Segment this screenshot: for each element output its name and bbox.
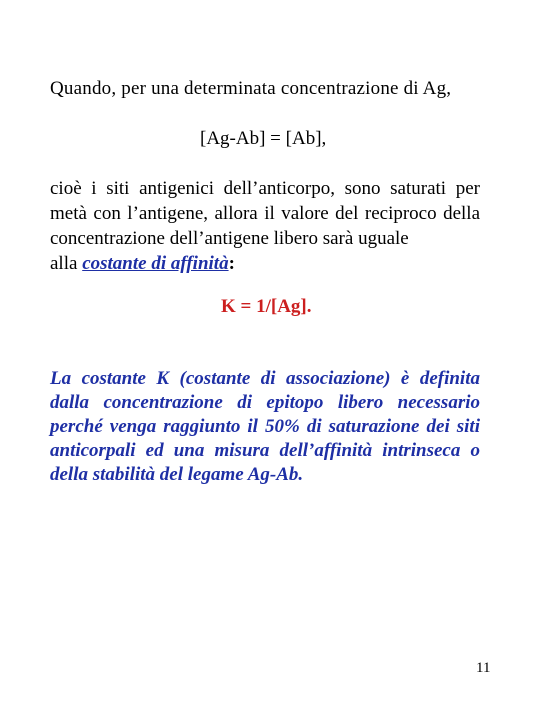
colon: : — [228, 253, 235, 274]
intro-line: Quando, per una determinata concentrazione di Ag, — [50, 78, 452, 99]
paragraph-last-line — [50, 251, 480, 276]
definition-paragraph: La costante K (costante di associazione) è definita dalla concentrazione di epitopo libero necessario perché venga raggiunto il 50% di saturazione dei siti anticorpali ed una misura dell’affinità intrinseca o della stabilità del legame Ag-Ab. — [50, 368, 480, 485]
key-term-affinity-constant: costante di affinità — [82, 253, 229, 274]
formula-k: K = 1/[Ag]. — [221, 296, 312, 317]
equation-ag-ab: [Ag-Ab] = [Ab], — [200, 128, 327, 149]
body-paragraph — [50, 176, 480, 276]
paragraph-last-prefix: alla — [50, 253, 83, 274]
paragraph-text: cioè i siti antigenici dell’anticorpo, sono saturati per metà con l’antigene, allora il valore del reciproco della concentrazione dell’antigene libero sarà uguale — [50, 178, 480, 249]
page-number: 11 — [476, 660, 491, 676]
